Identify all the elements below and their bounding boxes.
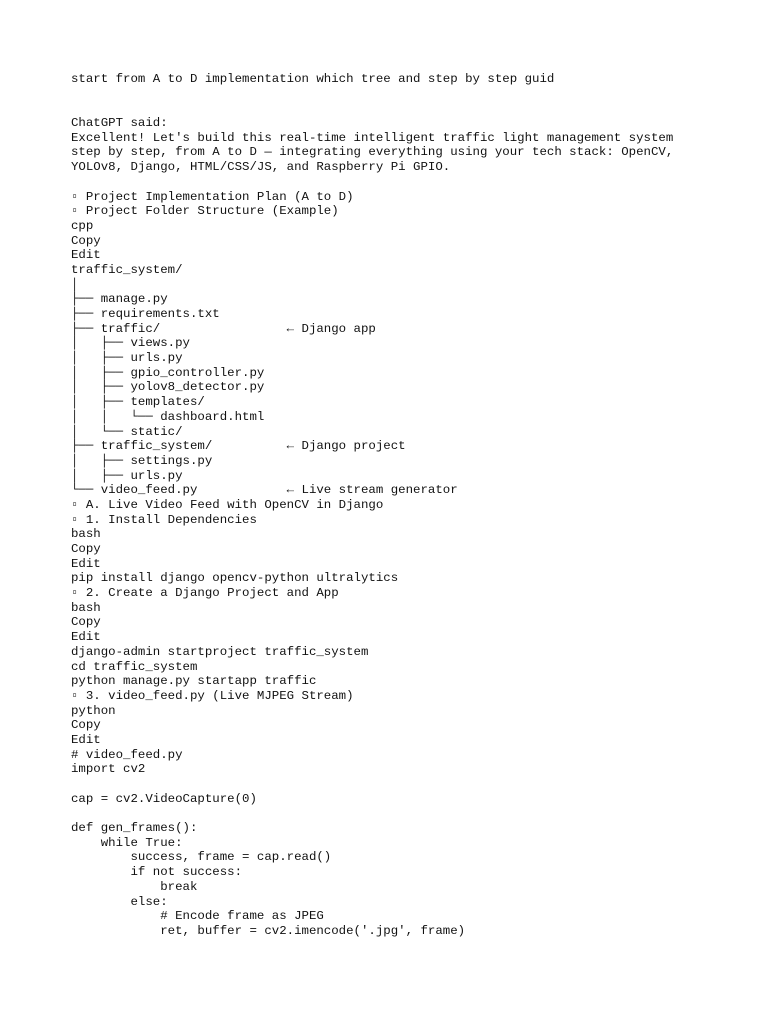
copy-button[interactable]: Copy — [71, 542, 101, 557]
code-line: break — [71, 879, 198, 894]
tree-line: │ ├── urls.py — [71, 351, 183, 366]
code-line: if not success: — [71, 865, 243, 880]
step1-heading: ▫ 1. Install Dependencies — [71, 512, 257, 527]
document-content — [71, 72, 751, 939]
code-language-label: python — [71, 703, 116, 718]
edit-button[interactable]: Edit — [71, 248, 101, 263]
tree-line: │ ├── settings.py — [71, 453, 213, 468]
code-line: # Encode frame as JPEG — [71, 909, 324, 924]
folder-heading: ▫ Project Folder Structure (Example) — [71, 204, 339, 219]
code-line: import cv2 — [71, 762, 146, 777]
edit-button[interactable]: Edit — [71, 556, 101, 571]
tree-line: ├── requirements.txt — [71, 307, 220, 322]
code-line: ret, buffer = cv2.imencode('.jpg', frame) — [71, 923, 466, 938]
code-language-label: cpp — [71, 218, 94, 233]
edit-button[interactable]: Edit — [71, 630, 101, 645]
tree-line: └── video_feed.py ← Live stream generator — [71, 483, 458, 498]
copy-button[interactable]: Copy — [71, 718, 101, 733]
code-line: cd traffic_system — [71, 659, 198, 674]
code-line: django-admin startproject traffic_system — [71, 644, 369, 659]
tree-line: │ — [71, 277, 79, 292]
intro-line: Excellent! Let's build this real-time intelligent traffic light management system — [71, 130, 674, 145]
code-line: success, frame = cap.read() — [71, 850, 332, 865]
speaker-label: ChatGPT said: — [71, 116, 168, 131]
spacer — [71, 175, 751, 190]
code-line: def gen_frames(): — [71, 821, 198, 836]
spacer — [71, 806, 751, 821]
user-prompt: start from A to D implementation which tree and step by step guid — [71, 72, 555, 86]
intro-line: YOLOv8, Django, HTML/CSS/JS, and Raspberry Pi GPIO. — [71, 160, 451, 175]
intro-line: step by step, from A to D — integrating everything using your tech stack: OpenCV, — [71, 145, 674, 160]
code-language-label: bash — [71, 527, 101, 542]
code-line: while True: — [71, 835, 183, 850]
step3-heading: ▫ 3. video_feed.py (Live MJPEG Stream) — [71, 688, 354, 703]
tree-line: │ ├── gpio_controller.py — [71, 365, 265, 380]
tree-line: │ ├── urls.py — [71, 468, 183, 483]
code-line: pip install django opencv-python ultralytics — [71, 571, 399, 586]
tree-line: ├── manage.py — [71, 292, 168, 307]
plan-heading: ▫ Project Implementation Plan (A to D) — [71, 189, 354, 204]
code-language-label: bash — [71, 600, 101, 615]
tree-line: │ ├── yolov8_detector.py — [71, 380, 265, 395]
edit-button[interactable]: Edit — [71, 732, 101, 747]
code-line: # video_feed.py — [71, 747, 183, 762]
tree-line: traffic_system/ — [71, 262, 183, 277]
copy-button[interactable]: Copy — [71, 615, 101, 630]
tree-line: ├── traffic_system/ ← Django project — [71, 439, 406, 454]
code-line: else: — [71, 894, 168, 909]
spacer — [71, 777, 751, 792]
tree-line: │ │ └── dashboard.html — [71, 409, 265, 424]
copy-button[interactable]: Copy — [71, 233, 101, 248]
code-line: python manage.py startapp traffic — [71, 674, 317, 689]
code-line: cap = cv2.VideoCapture(0) — [71, 791, 257, 806]
spacer — [71, 87, 751, 116]
tree-line: │ ├── views.py — [71, 336, 190, 351]
tree-line: ├── traffic/ ← Django app — [71, 321, 376, 336]
step2-heading: ▫ 2. Create a Django Project and App — [71, 586, 339, 601]
tree-line: │ ├── templates/ — [71, 395, 205, 410]
section-a-heading: ▫ A. Live Video Feed with OpenCV in Django — [71, 497, 384, 512]
tree-line: │ └── static/ — [71, 424, 183, 439]
folder-tree — [71, 263, 751, 498]
